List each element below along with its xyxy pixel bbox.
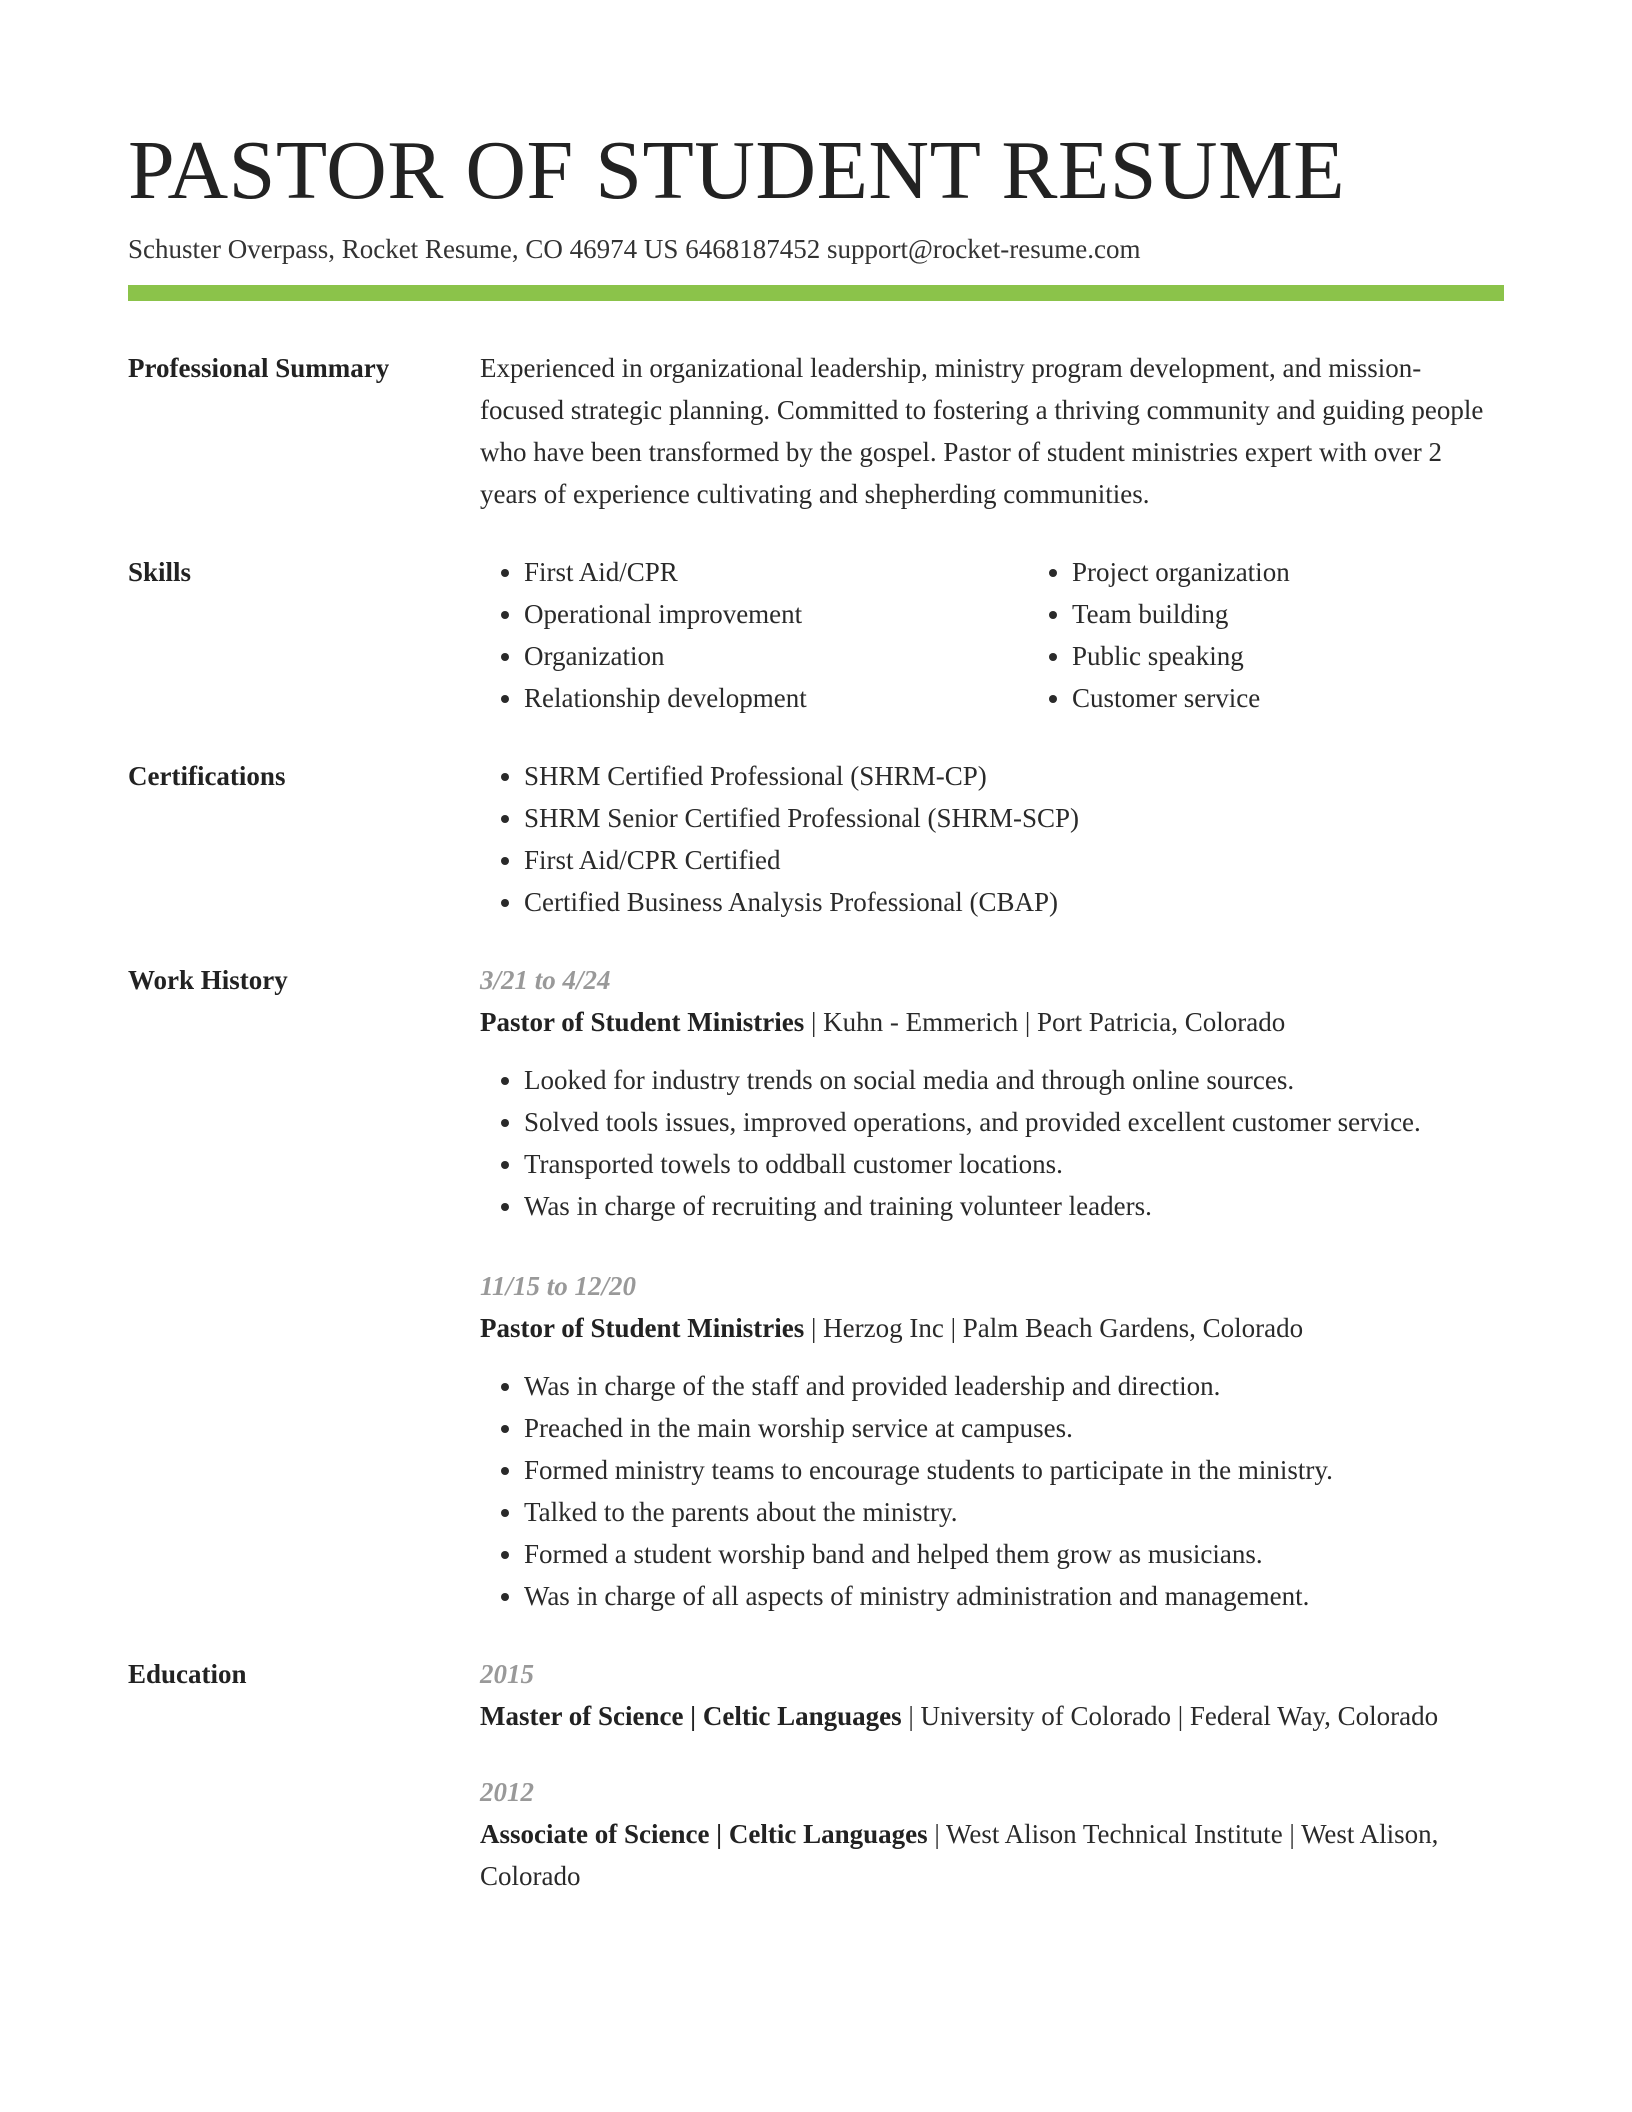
job-details: | Kuhn - Emmerich | Port Patricia, Colorado (804, 1007, 1286, 1037)
skill-item: • Project organization (1072, 551, 1290, 593)
job-bullets (480, 1059, 1504, 1227)
job-bullets (480, 1365, 1504, 1617)
job-bullet: • Transported towels to oddball customer locations. (524, 1143, 1504, 1185)
certification-item: • Certified Business Analysis Professional (CBAP) (524, 881, 1504, 923)
summary-text: Experienced in organizational leadership, ministry program development, and mission-focused strategic planning. Committed to fostering a thriving community and guiding people who have been transformed by the gospel. Pastor of student ministries expert with over 2 years of experience cultivating and shepherding communities. (480, 353, 1484, 509)
skill-item: • Public speaking (1072, 635, 1290, 677)
certification-item: • SHRM Senior Certified Professional (SHRM-SCP) (524, 797, 1504, 839)
section-label-education: Education (128, 1659, 247, 1689)
education-line (480, 1695, 1504, 1737)
education-content (480, 1653, 1504, 1897)
section-label-skills: Skills (128, 557, 192, 587)
job-bullet: • Was in charge of all aspects of ministry administration and management. (524, 1575, 1504, 1617)
skill-item: • First Aid/CPR (524, 551, 1028, 593)
resume-title: PASTOR OF STUDENT RESUME (128, 124, 1346, 217)
education-details: | West Alison Technical Institute | West Alison, Colorado (480, 1819, 1439, 1891)
job-bullet: • Was in charge of the staff and provided leadership and direction. (524, 1365, 1504, 1407)
job-bullet: • Talked to the parents about the ministry. (524, 1491, 1504, 1533)
job-dates: 11/15 to 12/20 (480, 1271, 637, 1301)
job-entry (480, 959, 1504, 1227)
work-history-section (128, 959, 1504, 1617)
job-details: | Herzog Inc | Palm Beach Gardens, Colorado (804, 1313, 1304, 1343)
education-entry (480, 1653, 1504, 1737)
resume-page (128, 0, 1504, 1897)
job-dates: 3/21 to 4/24 (480, 965, 611, 995)
education-degree: Associate of Science | Celtic Languages (480, 1819, 928, 1849)
education-year: 2015 (480, 1659, 534, 1689)
job-role-line (480, 1307, 1504, 1349)
certifications-list (480, 755, 1504, 923)
skills-content (480, 551, 1504, 719)
summary-content (480, 347, 1504, 515)
certifications-section (128, 755, 1504, 923)
education-degree: Master of Science | Celtic Languages (480, 1701, 902, 1731)
job-entry (480, 1265, 1504, 1617)
job-bullet: • Formed a student worship band and helped them grow as musicians. (524, 1533, 1504, 1575)
education-entry (480, 1771, 1504, 1897)
skill-item: • Team building (1072, 593, 1290, 635)
work-history-content (480, 959, 1504, 1617)
education-section (128, 1653, 1504, 1897)
job-title: Pastor of Student Ministries (480, 1007, 805, 1037)
job-bullet: • Looked for industry trends on social media and through online sources. (524, 1059, 1504, 1101)
job-bullet: • Solved tools issues, improved operations, and provided excellent customer service. (524, 1101, 1504, 1143)
education-year: 2012 (480, 1777, 534, 1807)
education-details: | University of Colorado | Federal Way, Colorado (901, 1701, 1439, 1731)
accent-divider (128, 285, 1504, 301)
certification-item: • First Aid/CPR Certified (524, 839, 1504, 881)
skills-section (128, 551, 1504, 719)
skills-list-right (1028, 551, 1290, 719)
job-bullet: • Preached in the main worship service at campuses. (524, 1407, 1504, 1449)
job-bullet: • Formed ministry teams to encourage students to participate in the ministry. (524, 1449, 1504, 1491)
summary-section (128, 347, 1504, 515)
section-label-summary: Professional Summary (128, 353, 390, 383)
skill-item: • Relationship development (524, 677, 1028, 719)
contact-line: Schuster Overpass, Rocket Resume, CO 46974 US 6468187452 support@rocket-resume.com (128, 234, 1141, 264)
skills-list-left (480, 551, 1028, 719)
job-bullet: • Was in charge of recruiting and training volunteer leaders. (524, 1185, 1504, 1227)
skill-item: • Operational improvement (524, 593, 1028, 635)
job-title: Pastor of Student Ministries (480, 1313, 805, 1343)
job-role-line (480, 1001, 1504, 1043)
certifications-content (480, 755, 1504, 923)
education-line (480, 1813, 1504, 1897)
section-label-work-history: Work History (128, 965, 288, 995)
skill-item: • Organization (524, 635, 1028, 677)
certification-item: • SHRM Certified Professional (SHRM-CP) (524, 755, 1504, 797)
skill-item: • Customer service (1072, 677, 1290, 719)
section-label-certifications: Certifications (128, 761, 286, 791)
